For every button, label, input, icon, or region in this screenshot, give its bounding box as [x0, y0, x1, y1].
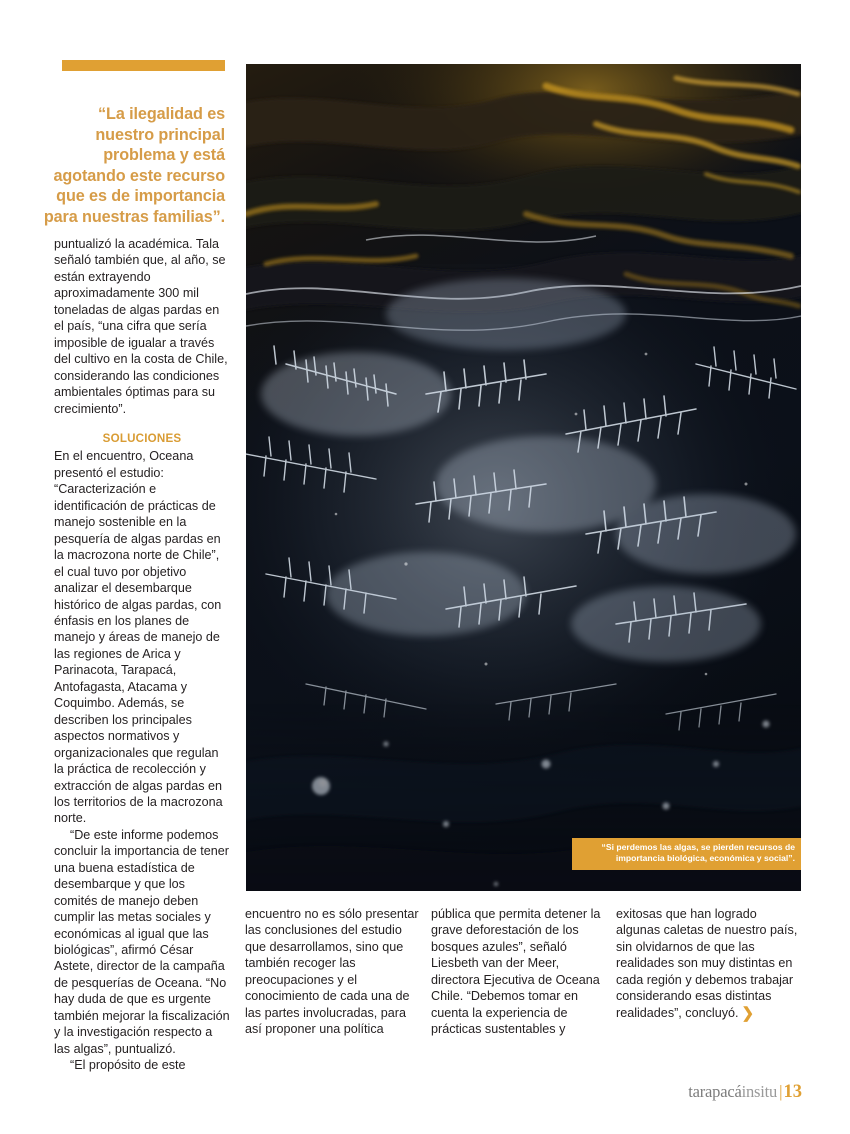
bottom-paragraph-1: encuentro no es sólo presentar las conclusiones del estudio que desarrollamos, sino que también recoger las preocupaciones y el conocimiento de cada una de las partes involucradas, para así proponer una política [245, 907, 419, 1037]
brand-part-tarapaca: tarapacá [688, 1082, 742, 1101]
brand-part-insitu: insitu [741, 1082, 778, 1101]
end-of-article-arrow-icon: ❯ [741, 1004, 755, 1022]
section-heading-soluciones: SOLUCIONES [102, 431, 182, 445]
paragraph-encuentro-oceana: En el encuentro, Oceana presentó el estudio: “Caracterización e identificación de prácticas de manejo sostenible en la pesquería de algas pardas en la macrozona norte de Chile”, el cual tuvo por objetivo analizar el desembarque histórico de algas pardas, con énfasis en los planes de manejo y áreas de manejo de las regiones de Arica y Parinacota, Tarapacá, Antofagasta, Atacama y Coquimbo. Además, se describen los principales aspectos normativos y organizacionales que regulan la práctica de recolección y extracción de algas pardas en los territorios de la macrozona norte. [54, 449, 223, 826]
publication-brand [688, 1082, 777, 1101]
bottom-paragraph-3-text: exitosas que han logrado algunas caletas de nuestro país, sin olvidarnos de que las realidades son muy distintas en cada región y debemos trabajar considerando esas distintas realidades”, concluyó. [616, 907, 798, 1020]
footer-separator: | [779, 1082, 783, 1101]
seaweed-frost-photo-illustration [246, 64, 801, 891]
bottom-column-3 [616, 906, 802, 1021]
bottom-text-columns [54, 906, 802, 1066]
page-footer [688, 1082, 802, 1103]
paragraph-puntualizo: puntualizó la académica. Tala señaló también que, al año, se están extrayendo aproximadamente 300 mil toneladas de algas pardas en el país, “una cifra que sería imposible de igualar a través del cultivo en la costa de Chile, considerando las condiciones ambientales óptimas para su crecimiento”. [54, 237, 228, 416]
bottom-paragraph-3 [616, 906, 802, 1021]
page-number: 13 [783, 1082, 802, 1102]
paragraph-el-proposito: “El propósito de este [70, 1058, 186, 1073]
paragraph-de-este-informe: “De este informe podemos concluir la importancia de tener una buena estadística de desembarque y que los comités de manejo deben cumplir las metas sociales y económicas al igual que las biológicas”, afirmó César Astete, director de la campaña de pesquerías de Oceana. “No hay duda de que es urgente también mejorar la fiscalización y la investigación respecto a las algas”, puntualizó. [54, 827, 230, 1056]
pull-quote: “La ilegalidad es nuestro principal problema y está agotando este recurso que es de importancia para nuestras familias”. [43, 105, 225, 226]
photo-caption: “Si perdemos las algas, se pierden recursos de importancia biológica, económica y social”. [572, 838, 801, 870]
bottom-column-2 [431, 906, 607, 1038]
orange-rule-divider [62, 60, 225, 71]
bottom-paragraph-2: pública que permita detener la grave deforestación de los bosques azules”, señaló Liesbeth van der Meer, directora Ejecutiva de Oceana Chile. “Debemos tomar en cuenta la experiencia de prácticas sustentables y [431, 907, 601, 1037]
article-photo [246, 64, 801, 891]
bottom-column-1 [245, 906, 421, 1038]
